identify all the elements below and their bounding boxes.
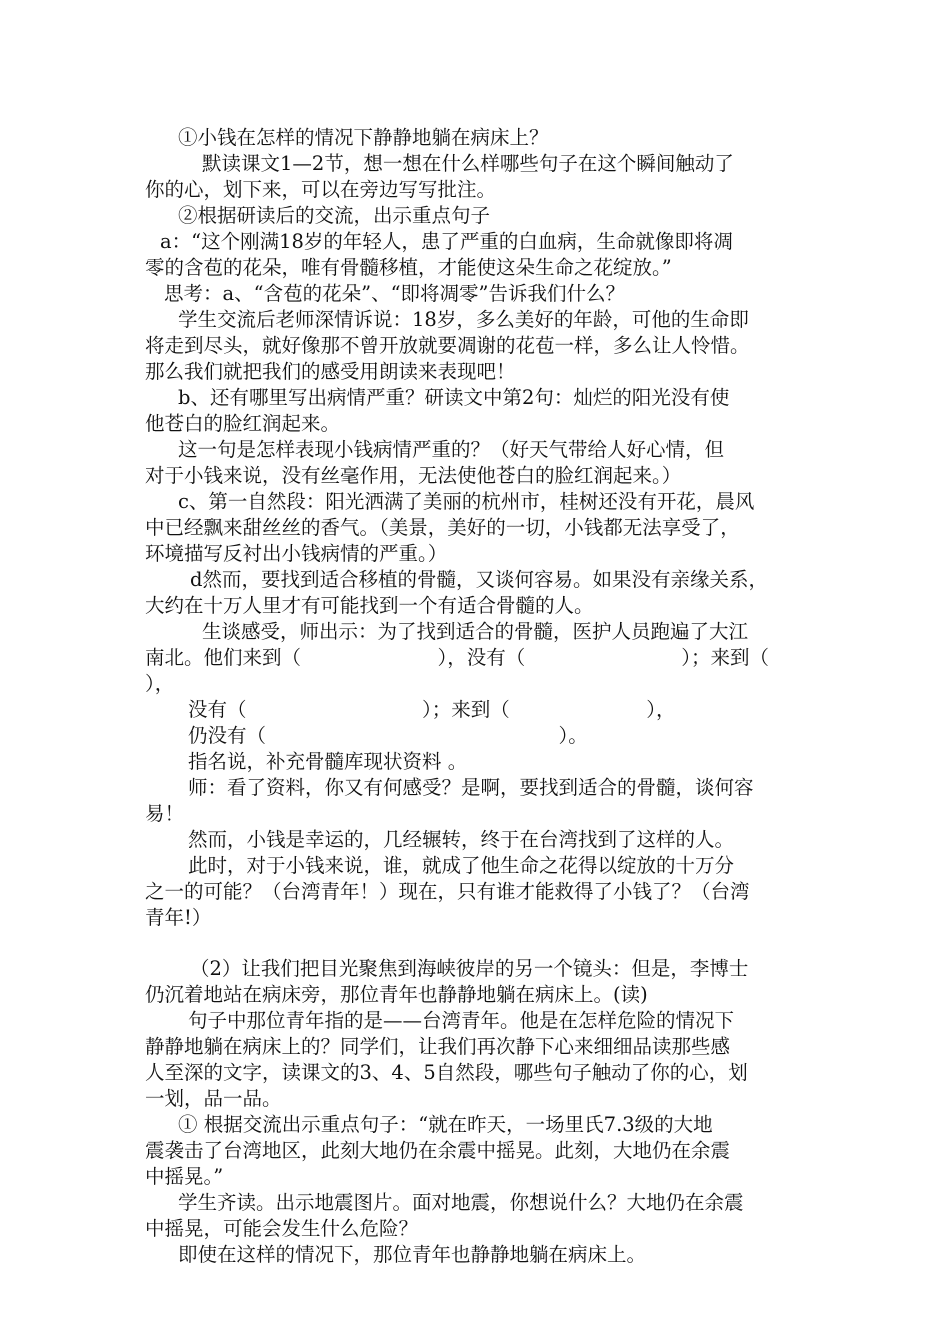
text-line: 他苍白的脸红润起来。 — [145, 412, 341, 435]
text-line: 生谈感受，师出示：为了找到适合的骨髓，医护人员跑遍了大江 — [202, 620, 749, 643]
text-line: b、还有哪里写出病情严重？研读文中第2句：灿烂的阳光没有使 — [178, 386, 730, 409]
text-line: 中摇晃，可能会发生什么危险？ — [145, 1217, 419, 1240]
text-line: ① 根据交流出示重点句子：“就在昨天，一场里氏7.3级的大地 — [178, 1113, 713, 1136]
text-line: 即使在这样的情况下，那位青年也静静地躺在病床上。 — [178, 1243, 647, 1266]
text-line: 师：看了资料，你又有何感受？是啊，要找到适合的骨髓，谈何容 — [188, 776, 754, 799]
text-line: 你的心，划下来，可以在旁边写写批注。 — [145, 178, 497, 201]
text-line: 仍没有（ ）。 — [188, 724, 588, 747]
text-line: 零的含苞的花朵，唯有骨髓移植，才能使这朵生命之花绽放。” — [145, 256, 672, 279]
text-line: 学生交流后老师深情诉说：18岁，多么美好的年龄，可他的生命即 — [178, 308, 749, 331]
text-line: 默读课文1—2节，想一想在什么样哪些句子在这个瞬间触动了 — [202, 152, 734, 175]
text-line: 中摇晃。” — [145, 1165, 224, 1188]
text-line: 没有（ ）；来到（ ）， — [188, 698, 676, 721]
text-line: 思考：a、“含苞的花朵”、“即将凋零”告诉我们什么？ — [164, 282, 626, 305]
text-line: 句子中那位青年指的是——台湾青年。他是在怎样危险的情况下 — [188, 1009, 735, 1032]
text-line: 震袭击了台湾地区，此刻大地仍在余震中摇晃。此刻，大地仍在余震 — [145, 1139, 731, 1162]
text-line: 此时，对于小钱来说，谁，就成了他生命之花得以绽放的十万分 — [188, 854, 735, 877]
text-line: d然而，要找到适合移植的骨髓，又谈何容易。如果没有亲缘关系， — [190, 568, 768, 591]
text-line: 大约在十万人里才有可能找到一个有适合骨髓的人。 — [145, 594, 594, 617]
text-line: 中已经飘来甜丝丝的香气。（美景，美好的一切，小钱都无法享受了， — [145, 516, 740, 539]
text-line: ）， — [145, 672, 175, 695]
text-line: 指名说，补充骨髓库现状资料 。 — [188, 750, 468, 773]
text-line: 静静地躺在病床上的？同学们，让我们再次静下心来细细品读那些感 — [145, 1035, 731, 1058]
text-line: 青年!） — [145, 906, 212, 929]
text-line: 人至深的文字，读课文的3、4、5自然段，哪些句子触动了你的心，划 — [145, 1061, 748, 1084]
text-line: 环境描写反衬出小钱病情的严重。） — [145, 542, 448, 565]
text-line: 南北。他们来到（ ），没有（ ）；来到（ — [145, 646, 770, 669]
text-line: 这一句是怎样表现小钱病情严重的？（好天气带给人好心情，但 — [178, 438, 725, 461]
text-line: ①小钱在怎样的情况下静静地躺在病床上？ — [178, 126, 549, 149]
text-line: 易！ — [145, 802, 185, 825]
text-line: 然而，小钱是幸运的，几经辗转，终于在台湾找到了这样的人。 — [188, 828, 735, 851]
text-line: 对于小钱来说，没有丝毫作用，无法使他苍白的脸红润起来。） — [145, 464, 682, 487]
text-line: 学生齐读。出示地震图片。面对地震，你想说什么？大地仍在余震 — [178, 1191, 744, 1214]
text-line: 之一的可能？（台湾青年！）现在，只有谁才能救得了小钱了？（台湾 — [145, 880, 750, 903]
text-line: 仍沉着地站在病床旁，那位青年也静静地躺在病床上。(读) — [145, 983, 648, 1006]
text-line: （2）让我们把目光聚焦到海峡彼岸的另一个镜头：但是，李博士 — [190, 957, 749, 980]
text-line: a：“这个刚满18岁的年轻人，患了严重的白血病，生命就像即将凋 — [160, 230, 733, 253]
text-line: 将走到尽头，就好像那不曾开放就要凋谢的花苞一样，多么让人怜惜。 — [145, 334, 750, 357]
text-line: c、第一自然段：阳光洒满了美丽的杭州市，桂树还没有开花，晨风 — [178, 490, 755, 513]
text-line: 一划，品一品。 — [145, 1087, 282, 1110]
text-line: 那么我们就把我们的感受用朗读来表现吧！ — [145, 360, 516, 383]
text-line: ②根据研读后的交流，出示重点句子 — [178, 204, 491, 227]
